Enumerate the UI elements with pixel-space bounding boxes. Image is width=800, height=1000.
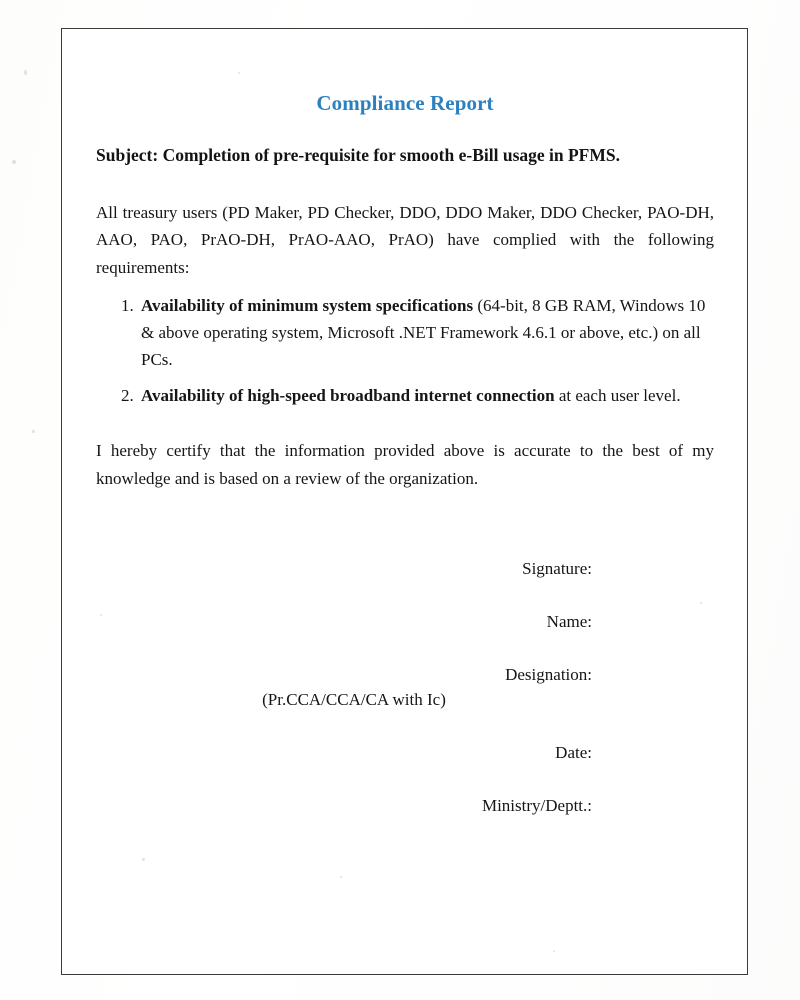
date-label: Date: [555,743,592,763]
requirements-list [96,292,714,410]
document-content [96,29,714,974]
designation-sublabel: (Pr.CCA/CCA/CA with Ic) [262,690,446,710]
list-item-number: 1. [121,295,134,315]
list-item [96,292,714,374]
list-item-text: at each user level. [554,386,681,406]
document-border-frame [61,28,748,975]
list-item-text: (64-bit, 8 GB RAM, Windows 10 & above operating system, Microsoft .NET Framework 4.6.1 or above, etc.) on all PCs. [141,295,706,369]
list-item-bold-lead: Availability of minimum system specifications [141,295,474,315]
ministry-label: Ministry/Deptt.: [481,796,592,816]
list-item-number: 2. [121,386,134,406]
list-item [96,382,714,409]
signature-label: Signature: [522,559,592,579]
designation-label: Designation: [505,665,592,685]
certification-paragraph: I hereby certify that the information provided above is accurate to the best of my knowledge and is based on a review of the organization. [96,441,714,488]
page-title: Compliance Report [316,91,494,115]
name-label: Name: [546,612,592,632]
signature-block [96,558,592,818]
subject-line: Subject: Completion of pre-requisite for smooth e-Bill usage in PFMS. [96,145,621,166]
list-item-bold-lead: Availability of high-speed broadband internet connection [141,386,555,406]
intro-paragraph: All treasury users (PD Maker, PD Checker, DDO, DDO Maker, DDO Checker, PAO-DH, AAO, PAO, PrAO-DH, PrAO-AAO, PrAO) have complied with the following requirements: [96,202,714,277]
